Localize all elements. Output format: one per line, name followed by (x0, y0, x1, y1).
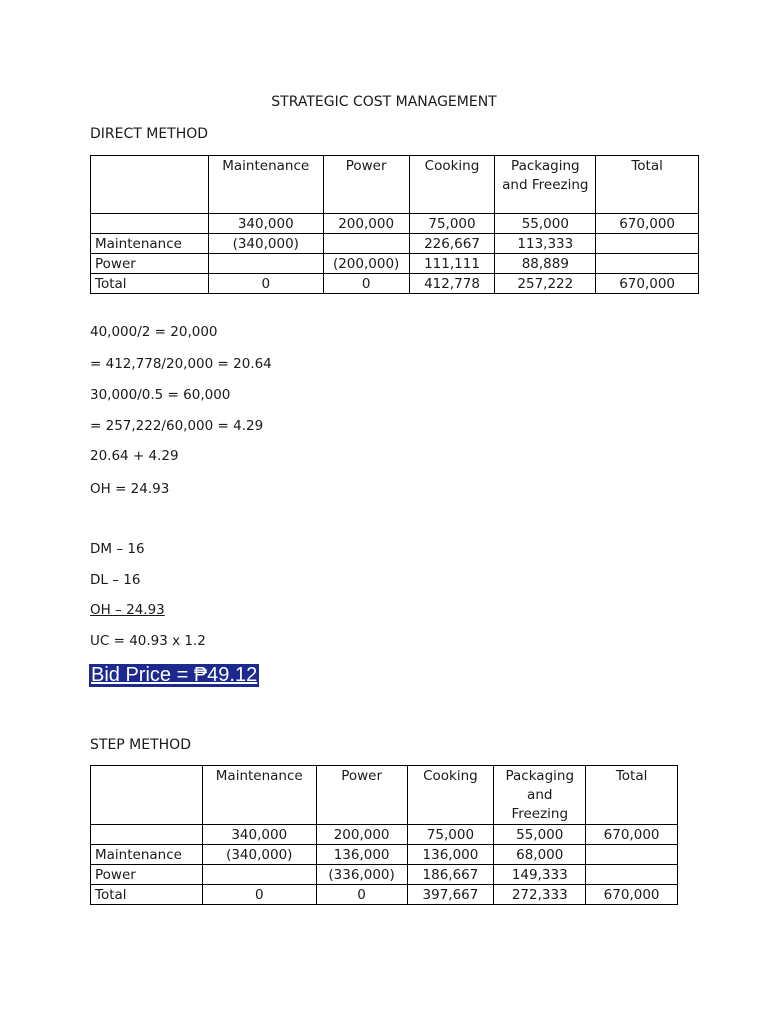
step-method-table (90, 765, 678, 905)
table-cell: 200,000 (316, 825, 407, 845)
table-cell: Maintenance (91, 234, 209, 254)
table-cell: (340,000) (202, 845, 316, 865)
table-cell: 136,000 (316, 845, 407, 865)
overhead-rate: OH = 24.93 (90, 481, 170, 497)
table-header-cell (91, 766, 203, 825)
table-cell: Total (91, 274, 209, 294)
table-cell: 136,000 (407, 845, 494, 865)
table-header-cell: Maintenance (202, 766, 316, 825)
direct-method-table (90, 155, 699, 294)
table-cell: 670,000 (596, 214, 699, 234)
table-cell: 111,111 (409, 254, 495, 274)
calc-line: 40,000/2 = 20,000 (90, 324, 218, 340)
table-cell (323, 234, 409, 254)
table-header-cell: Maintenance (208, 156, 323, 214)
table-row (91, 234, 699, 254)
direct-labor-line: DL – 16 (90, 572, 141, 588)
table-cell (586, 865, 678, 885)
table-header-cell: Cooking (407, 766, 494, 825)
table-cell (208, 254, 323, 274)
table-header-cell: Power (316, 766, 407, 825)
table-cell: Power (91, 865, 203, 885)
table-header-cell: Cooking (409, 156, 495, 214)
table-cell: 88,889 (495, 254, 596, 274)
table-cell: 75,000 (409, 214, 495, 234)
table-cell (91, 214, 209, 234)
table-cell: (200,000) (323, 254, 409, 274)
table-cell: 0 (323, 274, 409, 294)
step-method-heading: STEP METHOD (90, 737, 191, 753)
table-row (91, 865, 678, 885)
unit-cost-line: UC = 40.93 x 1.2 (90, 633, 206, 649)
table-cell: 200,000 (323, 214, 409, 234)
table-cell: 75,000 (407, 825, 494, 845)
table-cell: Maintenance (91, 845, 203, 865)
table-cell: 0 (316, 885, 407, 905)
table-cell: 272,333 (494, 885, 586, 905)
table-cell (202, 865, 316, 885)
overhead-line: OH – 24.93 (90, 602, 165, 618)
table-cell: 0 (202, 885, 316, 905)
calc-line: = 257,222/60,000 = 4.29 (90, 418, 264, 434)
table-cell: 55,000 (495, 214, 596, 234)
table-row (91, 825, 678, 845)
table-cell: 340,000 (208, 214, 323, 234)
table-cell: (340,000) (208, 234, 323, 254)
bid-price: Bid Price = ₱49.12 (91, 664, 258, 686)
table-cell (596, 234, 699, 254)
table-cell: 670,000 (586, 825, 678, 845)
table-cell (91, 825, 203, 845)
table-header-cell (91, 156, 209, 214)
table-cell (586, 845, 678, 865)
table-row (91, 845, 678, 865)
table-cell: 397,667 (407, 885, 494, 905)
table-header-cell: Total (586, 766, 678, 825)
table-row (91, 885, 678, 905)
table-header-cell: Total (596, 156, 699, 214)
table-cell: 149,333 (494, 865, 586, 885)
document-title: STRATEGIC COST MANAGEMENT (271, 94, 497, 110)
table-row (91, 274, 699, 294)
table-cell: 412,778 (409, 274, 495, 294)
table-header-row (91, 156, 699, 214)
table-cell: 257,222 (495, 274, 596, 294)
calc-line: 20.64 + 4.29 (90, 448, 179, 464)
table-cell: 68,000 (494, 845, 586, 865)
table-cell: (336,000) (316, 865, 407, 885)
table-row (91, 254, 699, 274)
table-cell: 113,333 (495, 234, 596, 254)
table-cell: 55,000 (494, 825, 586, 845)
calc-line: 30,000/0.5 = 60,000 (90, 387, 231, 403)
table-cell: Power (91, 254, 209, 274)
table-cell: Total (91, 885, 203, 905)
calc-line: = 412,778/20,000 = 20.64 (90, 356, 272, 372)
direct-materials-line: DM – 16 (90, 541, 145, 557)
table-cell: 226,667 (409, 234, 495, 254)
table-cell: 0 (208, 274, 323, 294)
table-cell: 670,000 (586, 885, 678, 905)
table-header-cell: Packaging and Freezing (495, 156, 596, 214)
table-header-row (91, 766, 678, 825)
table-row (91, 214, 699, 234)
table-cell: 670,000 (596, 274, 699, 294)
table-cell: 340,000 (202, 825, 316, 845)
table-cell: 186,667 (407, 865, 494, 885)
table-header-cell: Packaging and Freezing (494, 766, 586, 825)
table-header-cell: Power (323, 156, 409, 214)
direct-method-heading: DIRECT METHOD (90, 126, 209, 142)
table-cell (596, 254, 699, 274)
